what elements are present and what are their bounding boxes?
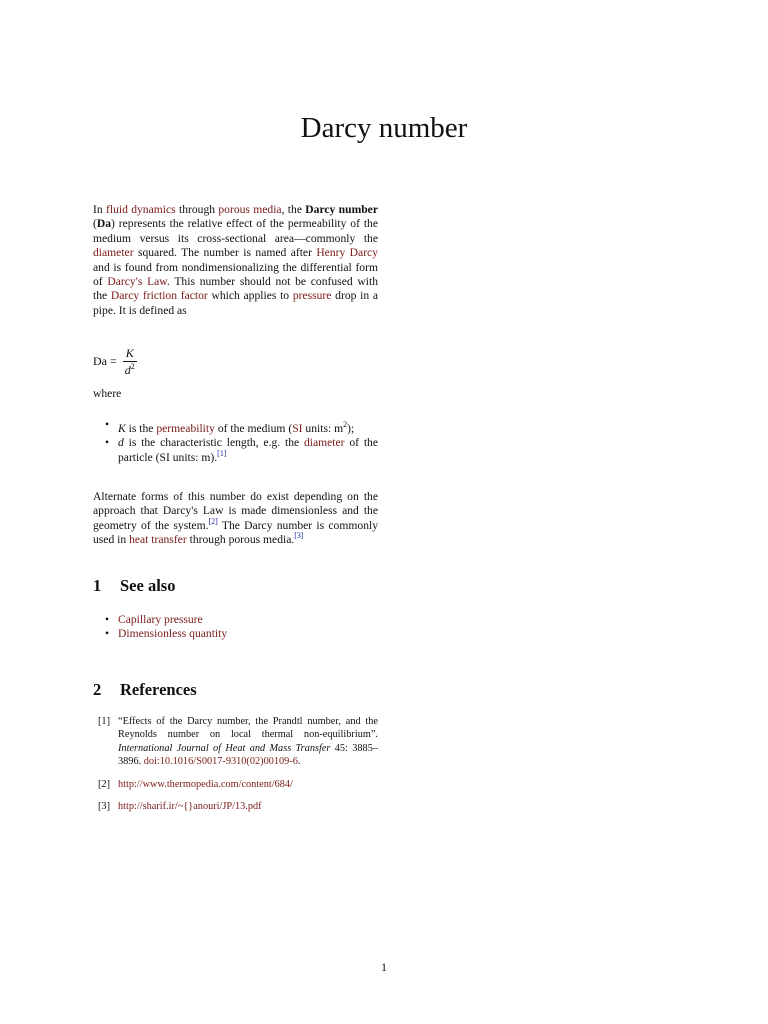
term-darcy-number: Darcy number (305, 203, 378, 216)
section-heading-references: 2 References (93, 680, 197, 699)
citation-3[interactable]: [3] (294, 531, 304, 541)
formula-equals: = (107, 353, 120, 368)
variable-definitions (93, 418, 378, 465)
see-also-list (93, 613, 378, 642)
see-also-item (93, 613, 378, 627)
where-label: where (93, 387, 122, 400)
alternate-forms-paragraph: Alternate forms of this number do exist depending on the approach that Darcy's Law is made dimensionless and the geometry of the system.[2] The Darcy number is commonly used in heat transfer through porous media.[3] (93, 490, 379, 547)
citation-1[interactable]: [1] (217, 448, 227, 458)
formula-lhs: Da (93, 353, 107, 368)
formula-denominator: $d^2$ (124, 362, 135, 377)
link-sharif-pdf[interactable]: http://sharif.ir/~{}anouri/JP/13.pdf (118, 801, 262, 813)
reference-item: [1] “Effects of the Darcy number, the Prandtl number, and the Reynolds number on local thermal non-equilibrium”. International Journal of Heat and Mass Transfer 45: 3885–3896. doi:10.1016/S0017-9310(02)00109-6. (98, 716, 378, 768)
definition-d: • d is the characteristic length, e.g. the diameter of the particle (SI units: m).[1] (93, 436, 378, 465)
link-capillary-pressure[interactable]: Capillary pressure (118, 613, 203, 626)
formula-fraction (123, 346, 137, 378)
definition-k: • K is the permeability of the medium (SI units: $m^2$); (93, 418, 378, 436)
see-also-item (93, 627, 378, 641)
link-darcy-friction-factor[interactable]: Darcy friction factor (110, 289, 208, 303)
formula-numerator: K (123, 346, 137, 362)
link-pressure[interactable]: pressure (292, 289, 332, 303)
link-permeability[interactable]: permeability (156, 421, 215, 435)
intro-paragraph: In fluid dynamics through porous media, the Darcy number (Da) represents the relative effect of the permeability of the medium versus its cross-sectional area—commonly the diameter squared. The number is named after Henry Darcy and is found from nondimensionalizing the differential form of Darcy's Law. This number should not be confused with the Darcy friction factor which applies to pressure drop in a pipe. It is defined as (93, 203, 378, 317)
link-si[interactable]: SI (292, 421, 303, 435)
page-number: 1 (381, 960, 387, 974)
link-doi[interactable]: doi:10.1016/S0017-9310(02)00109-6 (143, 756, 298, 768)
link-darcys-law[interactable]: Darcy's Law (107, 275, 167, 289)
link-diameter[interactable]: diameter (93, 246, 134, 260)
references-list (93, 715, 378, 822)
link-thermopedia[interactable]: http://www.thermopedia.com/content/684/ (118, 778, 293, 790)
citation-2[interactable]: [2] (208, 516, 218, 526)
term-abbreviation: Da (96, 217, 112, 231)
link-henry-darcy[interactable]: Henry Darcy (316, 246, 378, 260)
link-diameter-2[interactable]: diameter (303, 436, 345, 450)
page-title: Darcy number (300, 112, 468, 144)
reference-item: [2] http://www.thermopedia.com/content/684/ (98, 778, 293, 790)
link-dimensionless-quantity[interactable]: Dimensionless quantity (118, 627, 228, 641)
link-porous-media[interactable]: porous media (218, 203, 282, 216)
link-heat-transfer[interactable]: heat transfer (129, 533, 187, 547)
reference-item: [3] http://sharif.ir/~{}anouri/JP/13.pdf (98, 801, 262, 813)
link-fluid-dynamics[interactable]: fluid dynamics (105, 203, 176, 216)
section-heading-see-also: 1 See also (93, 576, 176, 595)
darcy-number-formula (93, 346, 137, 378)
